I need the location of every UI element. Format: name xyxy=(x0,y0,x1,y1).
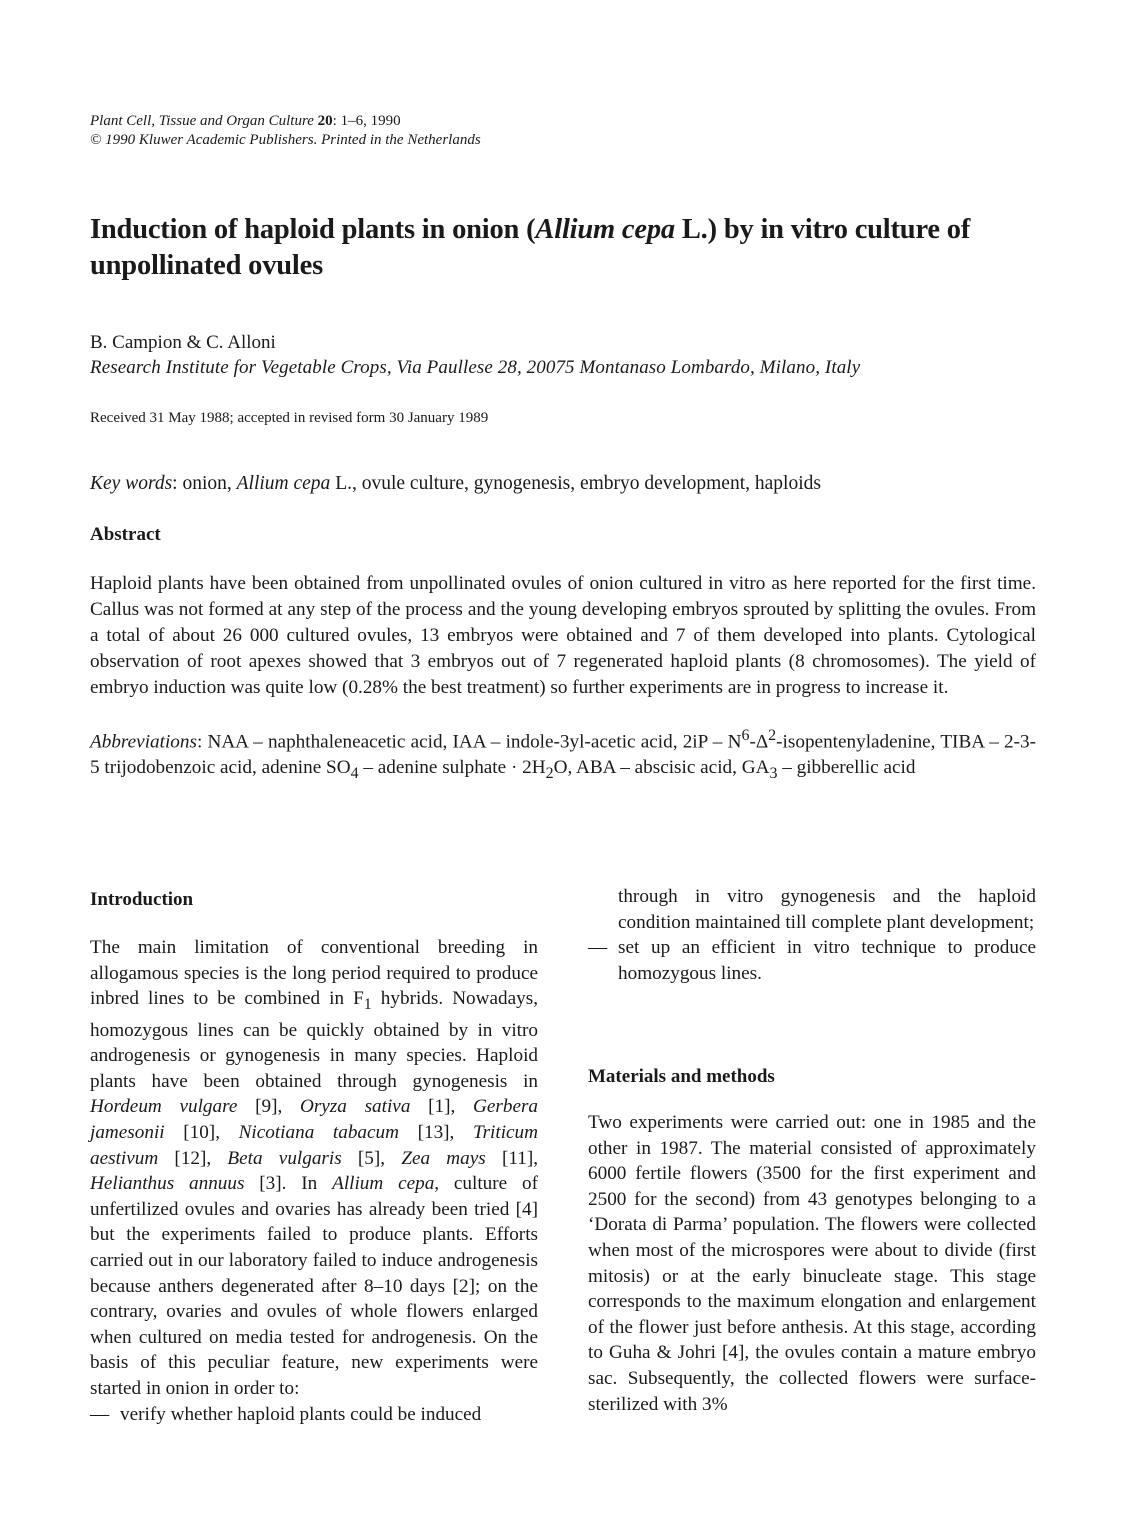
abstract-text: Haploid plants have been obtained from unpollinated ovules of onion cultured in vitro as here reported for the first time. Callus was not formed at any step of the process and the young developing embryos sprouted by splitting the ovules. From a total of about 26 000 cultured ovules, 13 embryos were obtained and 7 of them developed into plants. Cytological observation of root apexes showed that 3 embryos out of 7 regenerated haploid plants (8 chromosomes). The yield of embryo induction was quite low (0.28% the best treatment) so further experiments are in progress to increase it. xyxy=(90,573,1036,698)
methods-paragraph: Two experiments were carried out: one in 1985 and the other in 1987. The material consisted of approximately 6000 fertile flowers (3500 for the first experiment and 2500 for the second) from 43 genotypes belonging to a ‘Dorata di Parma’ population. The flowers were collected when most of the microspores were about to divide (first mitosis) or at the early binucleate stage. This stage corresponds to the maximum elongation and enlargement of the flower just before anthesis. At this stage, according to Guha & Johri [4], the ovules contain a mature embryo sac. Subsequently, the collected flowers were surface-sterilized with 3% xyxy=(588,1112,1036,1415)
introduction-heading: Introduction xyxy=(90,889,194,910)
abbreviations: Abbreviations: NAA – naphthaleneacetic acid, IAA – indole-3yl-acetic acid, $2iP - N^6-\Delta^2$-isopentenyladenine, TIBA – 2-3-5 trijodobenzoic acid, adenine $SO_4$ – adenine sulphate · $2H_2O$, ABA – abscisic acid, $GA_3$ – gibberellic acid xyxy=(90,727,1036,783)
introduction-paragraph: The main limitation of conventional breeding in allogamous species is the long period required to produce inbred lines to be combined in $F_1$ hybrids. Nowadays, homozygous lines can be quickly obtained by in vitro androgenesis or gynogenesis in many species. Haploid plants have been obtained through gynogenesis in Hordeum vulgare [9], Oryza sativa [1], Gerbera jamesonii [10], Nicotiana tabacum [13], Triticum aestivum [12], Beta vulgaris [5], Zea mays [11], Helianthus annuus [3]. In Allium cepa, culture of unfertilized ovules and ovaries has already been tried [4] but the experiments failed to produce plants. Efforts carried out in our laboratory failed to induce androgenesis because anthers degenerated after 8–10 days [2]; on the contrary, ovaries and ovules of whole flowers enlarged when cultured on media tested for androgenesis. On the basis of this peculiar feature, new experiments were started in onion in order to: xyxy=(90,937,539,1399)
methods-heading: Materials and methods xyxy=(588,1066,775,1087)
methods-body xyxy=(588,1110,1036,1417)
keywords: Key words: onion, Allium cepa L., ovule culture, gynogenesis, embryo development, haploids xyxy=(90,473,821,494)
journal-citation xyxy=(90,112,481,150)
authors: B. Campion & C. Alloni xyxy=(90,332,276,353)
list-item-verify-continued: through in vitro gynogenesis and the haploid condition maintained till complete plant development; xyxy=(618,886,1036,933)
list-item-setup: — set up an efficient in vitro technique to produce homozygous lines. xyxy=(588,937,1036,984)
received-date: Received 31 May 1988; accepted in revised form 30 January 1989 xyxy=(90,410,489,426)
title-species: Allium cepa xyxy=(535,214,675,245)
abstract-heading: Abstract xyxy=(90,524,161,545)
paper-title: Induction of haploid plants in onion (Allium cepa L.) by in vitro culture of unpollinated ovules xyxy=(90,214,971,281)
introduction-body xyxy=(90,935,538,1427)
journal-volume: 20 xyxy=(317,113,333,129)
introduction-list-continued xyxy=(588,884,1036,986)
affiliation: Research Institute for Vegetable Crops, Via Paullese 28, 20075 Montanaso Lombardo, Milano, Italy xyxy=(90,357,861,378)
list-item-verify: — verify whether haploid plants could be induced xyxy=(90,1403,482,1425)
journal-line-1: Plant Cell, Tissue and Organ Culture 20: 1–6, 1990 xyxy=(90,113,401,129)
journal-line-2: © 1990 Kluwer Academic Publishers. Printed in the Netherlands xyxy=(90,132,481,148)
